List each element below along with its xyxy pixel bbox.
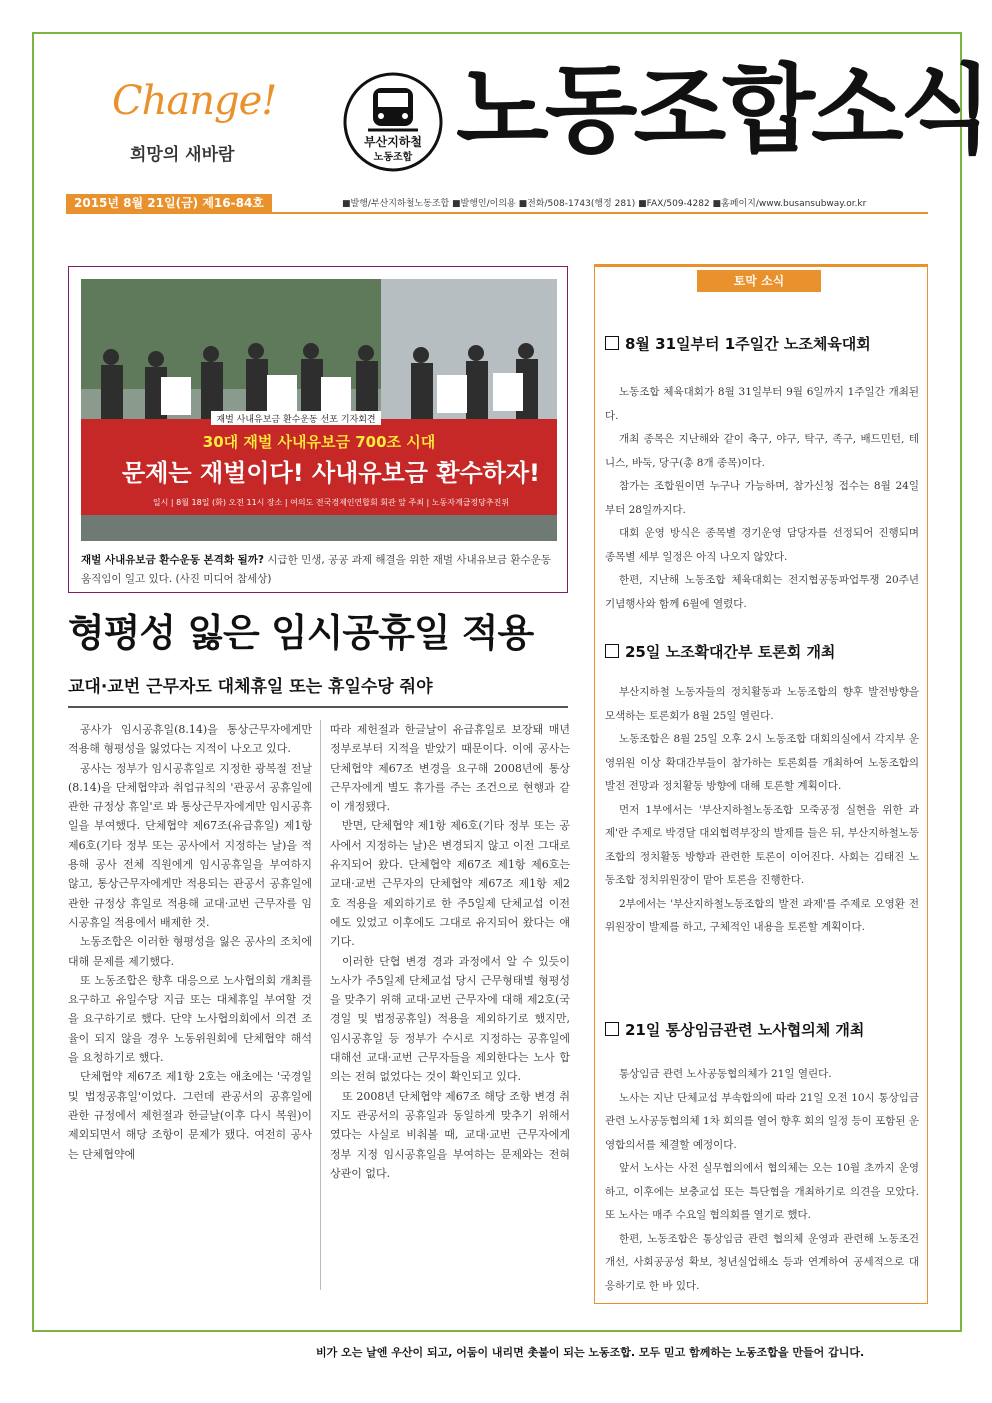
change-logo: Change! (112, 78, 277, 124)
paragraph: 노동조합은 이러한 형평성을 잃은 공사의 조치에 대해 문제를 제기했다. (68, 935, 312, 968)
sidebar-item-body (605, 381, 919, 616)
paragraph: 또 노동조합은 향후 대응으로 노사협의회 개최를 요구하고 유일수당 지급 또는 대체휴일 부여할 것을 요구하기로 했다. 단약 노사협의회에서 의견 조율이 되지 않을 경우 노동위원회에 단체협약 해석을 요청하기로 했다. (68, 973, 312, 1065)
paragraph: 노동조합 체육대회가 8월 31일부터 9월 6일까지 1주일간 개최된다. (605, 386, 919, 422)
photo-caption (81, 551, 559, 589)
caption-title: 재벌 사내유보금 환수운동 본격화 될까? (81, 554, 265, 566)
paragraph: 2부에서는 '부산지하철노동조합의 발전 과제'를 주제로 오영환 전 위원장이 발제를 하고, 구체적인 내용을 토론할 계획이다. (605, 897, 919, 933)
sidebar-item-body (605, 681, 919, 940)
paragraph: 대회 운영 방식은 종목별 경기운영 담당자를 선정되어 진행되며 종목별 세부 일정은 아직 나오지 않았다. (605, 527, 919, 563)
banner-big-text: 문제는 재벌이다! 사내유보금 환수하자! (122, 459, 540, 487)
union-logo (343, 72, 443, 172)
article-column-2 (330, 720, 570, 1183)
banner-small-text: 재벌 사내유보금 환수운동 선포 기자회견 (216, 415, 376, 425)
banner-mid-text: 30대 재벌 사내유보금 700조 시대 (202, 433, 436, 451)
paragraph: 부산지하철 노동자들의 정치활동과 노동조합의 향후 발전방향을 모색하는 토론회가 8월 25일 열린다. (605, 686, 919, 722)
paragraph: 노동조합은 8월 25일 오후 2시 노동조합 대회의실에서 각지부 운영위원 이상 확대간부들이 참가하는 토론회를 개최하여 노동조합의 발전 전망과 정치활동 방향에 대해 토론할 계획이다. (605, 733, 919, 792)
slogan: 희망의 새바람 (130, 145, 235, 165)
banner-bottom-text: 일시 | 8월 18일 (화) 오전 11시 장소 | 여의도 전국경제인연합회 회관 앞 주최 | 노동자계급정당추진위 (152, 498, 510, 507)
paragraph: 통상임금 관련 노사공동협의체가 21일 열린다. (619, 1068, 832, 1080)
info-bar (66, 194, 928, 214)
masthead-title: 노동조합소식 (456, 53, 989, 166)
footer-slogan: 비가 오는 날엔 우산이 되고, 어둠이 내리면 촛불이 되는 노동조합. 모두 믿고 함께하는 노동조합을 만들어 갑니다. (316, 1346, 865, 1359)
paragraph: 또 2008년 단체협약 제67조 해당 조항 변경 취지도 관공서의 공휴일과 동일하게 맞추기 위해서였다는 사실로 비춰볼 때, 교대·교번 근무자에게 정부 지정 임시공휴일을 부여하는 문제와는 전혀 상관이 없다. (330, 1089, 570, 1180)
news-sidebar (594, 264, 928, 1304)
paragraph: 참가는 조합원이면 누구나 가능하며, 참가신청 접수는 8월 24일부터 28일까지다. (605, 480, 919, 516)
caption-text: 시급한 민생, 공공 과제 해결을 위한 재벌 사내유보금 환수운동 움직임이 일고 있다. (사진 미디어 참세상) (81, 554, 551, 585)
issue-date: 2015년 8월 21일(금) 제16-84호 (66, 194, 272, 212)
paragraph: 반면, 단체협약 제1항 제6호(기타 정부 또는 공사에서 지정하는 날)은 변경되지 않고 이전 그대로 유지되어 왔다. 단체협약 제67조 제1항 제6호는 교대·교번 근무자의 단체협약 제67조 제1항 제2호 적용을 제외하기로 한 주5일제 단체교섭 이전에도 있었고 이후에도 그대로 유지되어 왔다는 얘기다. (330, 819, 570, 949)
checkbox-icon (605, 336, 619, 350)
paragraph: 한편, 노동조합은 통상임금 관련 협의체 운영과 관련해 노동조건 개선, 사회공공성 확보, 청년실업해소 등과 연계하여 공세적으로 대응하기로 한 바 있다. (605, 1232, 919, 1292)
paragraph: 먼저 1부에서는 '부산지하철노동조합 모죽공정 실현을 위한 과제'란 주제로 박경달 대외협력부장의 발제를 들은 뒤, 부산지하철노동조합의 정치활동 방향과 관련한 토론이 이어진다. 사회는 김태진 노동조합 정치위원장이 맡아 토론을 진행한다. (605, 803, 919, 886)
logo-text-2: 노동조합 (373, 152, 413, 163)
paragraph: 개최 종목은 지난해와 같이 축구, 야구, 탁구, 족구, 배드민턴, 테니스, 바둑, 당구(총 8개 종목)이다. (605, 433, 919, 469)
article-headline: 형평성 잃은 임시공휴일 적용 (68, 611, 534, 655)
paragraph: 한편, 지난해 노동조합 체육대회는 전지협공동파업투쟁 20주년 기념행사와 함께 6월에 열렸다. (605, 574, 919, 610)
sidebar-item-body (605, 1063, 919, 1298)
rally-photo (81, 279, 557, 541)
sidebar-tag: 토막 소식 (697, 270, 821, 292)
divider (68, 706, 568, 708)
photo-box (68, 266, 568, 593)
publication-info: ■발행/부산지하철노동조합 ■발행인/이의용 ■전화/508-1743(행정 281) ■FAX/509-4282 ■홈페이지/www.busansubway.or.kr (342, 199, 867, 209)
paragraph: 단체협약 제67조 제1항 2호는 애초에는 '국경일 및 법정공휴일'이었다. 그런데 관공서의 공휴일에 관한 규정에서 제헌절과 한글날(이후 다시 복원)이 제외되면서 해당 조항이 문제가 됐다. 여전히 공사는 단체협약에 (68, 1070, 312, 1161)
paragraph: 공사는 정부가 임시공휴일로 지정한 광복절 전날(8.14)을 단체협약과 취업규칙의 '관공서 공휴일에 관한 규정상 휴일'로 봐 통상근무자에게만 임시공휴일을 부여했다. 단체협약 제67조(유급휴일) 제1항 제6호(기타 정부 또는 공사에서 지정하는 날)을 적용해 공사 전체 직원에게 임시공휴일을 부여하지 않고, 통상근무자에게만 적용되는 관공서 공휴일에 관한 규정상 휴일로 적용해 교대·교번 근무자를 임시공휴일 적용에서 배제한 것. (68, 761, 312, 929)
paragraph: 앞서 노사는 사전 실무협의에서 협의체는 오는 10월 초까지 운영하고, 이후에는 보충교섭 또는 특단협을 개최하기로 의견을 모았다. 또 노사는 매주 수요일 협의회를 열기로 했다. (605, 1162, 919, 1221)
paragraph: 노사는 지난 단체교섭 부속합의에 따라 21일 오전 10시 통상임금 관련 노사공동협의체 1차 회의를 열어 향후 회의 일정 등이 포함된 운영합의서를 체결할 예정이다. (605, 1091, 919, 1151)
paragraph: 공사가 임시공휴일(8.14)을 통상근무자에게만 적용해 형평성을 잃었다는 지적이 나오고 있다. (68, 723, 312, 756)
article-column-1 (68, 720, 312, 1164)
sidebar-item-title: 8월 31일부터 1주일간 노조체육대회 (605, 333, 871, 354)
checkbox-icon (605, 644, 619, 658)
sidebar-item-title: 25일 노조확대간부 토론회 개최 (605, 641, 835, 662)
column-divider (320, 720, 321, 1290)
checkbox-icon (605, 1022, 619, 1036)
paragraph: 이러한 단협 변경 경과 과정에서 알 수 있듯이 노사가 주5일제 단체교섭 당시 근무형태별 형평성을 맞추기 위해 교대·교번 근무자에 대해 제2호(국경일 및 법정공휴일) 적용을 제외하기로 했지만, 임시공휴일 등 정부가 수시로 지정하는 공휴일에 대해선 교대·교번 근무자들을 제외한다는 노사 합의는 전혀 없었다는 것이 확인되고 있다. (330, 954, 570, 1084)
logo-text-1: 부산지하철 (364, 135, 422, 149)
article-subhead: 교대·교번 근무자도 대체휴일 또는 휴일수당 줘야 (68, 677, 433, 697)
paragraph: 따라 제헌절과 한글날이 유급휴일로 보장돼 매년 정부로부터 지적을 받았기 때문이다. 이에 공사는 단체협약 제67조 변경을 요구해 2008년에 통상근무자에게 별도 휴가를 주는 조건으로 현행과 같이 개정됐다. (330, 723, 570, 814)
sidebar-item-title: 21일 통상임금관련 노사협의체 개최 (605, 1019, 864, 1040)
